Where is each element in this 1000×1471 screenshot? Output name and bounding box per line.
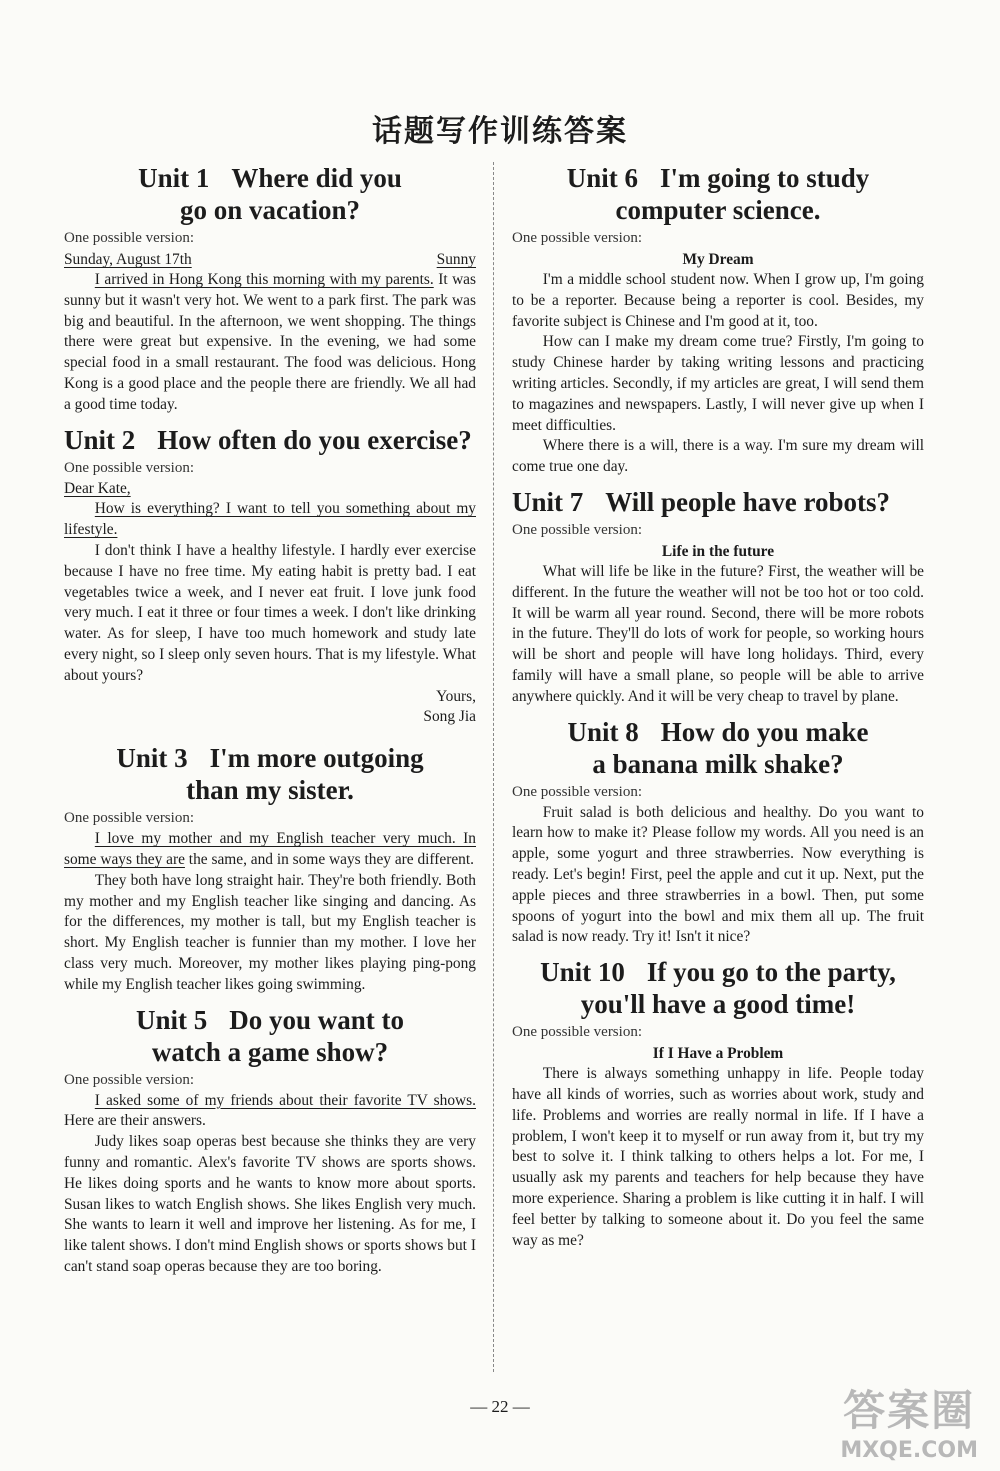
paragraph-rest: the same, and in some ways they are different.	[184, 850, 475, 868]
paragraph: I don't think I have a healthy lifestyle. I hardly ever exercise because I have no free time. My eating habit is pretty bad. I eat vegetables twice a week, and I never eat fruit. I love junk food very much. I eat it three or four times a week. I don't like drinking water. As for sleep, I have too much homework and study late every night, so I sleep only seven hours. That is my lifestyle. What about yours?	[64, 541, 476, 684]
page-title: 话题写作训练答案	[372, 114, 628, 149]
unit-10-heading	[512, 956, 924, 1020]
essay-title: If I Have a Problem	[652, 1045, 784, 1063]
unit-number: Unit 2	[64, 424, 136, 455]
unit-title-line1: I'm going to study	[659, 163, 870, 193]
essay-body	[64, 270, 476, 416]
essay-body	[512, 1064, 924, 1251]
version-label: One possible version:	[512, 1024, 642, 1041]
version-label: One possible version:	[64, 230, 194, 246]
unit-3-heading	[64, 742, 476, 806]
unit-number: Unit 8	[567, 716, 639, 747]
column-divider	[493, 162, 494, 1372]
paragraph: Fruit salad is both delicious and healthy. Do you want to learn how to make it? Please follow my words. All you need is an apple, some yogurt and three strawberries. Now everything is ready. Let's begin! First, peel the apple and cut it up. Next, put the apple pieces and three strawberries in a bowl. Then, put some spoons of yogurt into the bowl and mix them all up. The fruit salad is now ready. Try it! Isn't it nice?	[512, 803, 924, 946]
unit-title-line1: I'm more outgoing	[209, 743, 424, 774]
unit-number: Unit 3	[116, 743, 188, 774]
unit-number: Unit 10	[540, 957, 625, 988]
right-column	[512, 162, 924, 1251]
essay-body	[64, 1091, 476, 1278]
unit-1-heading	[64, 162, 476, 226]
paragraph: There is always something unhappy in life. People today have all kinds of worries, such as worries about work, study and life. Problems and worries are really normal in life. If I have a problem, I won't keep it to myself or run away from it, but try my best to solve it. I think talking to others helps a lot. For me, I usually ask my parents and teachers for help because they have more experience. Sharing a problem is like cutting it in half. I will feel better by talking to someone about it. Do you feel the same way as me?	[512, 1065, 924, 1249]
unit-3-section	[64, 742, 476, 995]
unit-10-section	[512, 956, 924, 1251]
unit-5-section	[64, 1004, 476, 1278]
paragraph: How can I make my dream come true? Firstly, I'm going to study Chinese harder by taking writing lessons and practicing writing articles. Secondly, if my articles are great, I will send them to magazines and newspapers. Lastly, I will never give up when I meet difficulties.	[512, 333, 924, 434]
unit-8-section	[512, 716, 924, 949]
version-label: One possible version:	[64, 1071, 194, 1088]
unit-title-line2: watch a game show?	[151, 1036, 389, 1067]
essay-body	[64, 479, 476, 687]
version-label: One possible version:	[512, 230, 642, 246]
unit-title: Will people have robots?	[605, 486, 891, 517]
diary-date: Sunday, August 17th	[64, 251, 192, 268]
paragraph: I'm a middle school student now. When I grow up, I'm going to be a reporter. Because being a reporter is cool. Besides, my favorite subject is Chinese and I'm good at it, too.	[512, 271, 924, 330]
paragraph: Judy likes soap operas best because she thinks they are very funny and romantic. Alex's favorite TV shows are sports shows. He likes doing sports and he wants to know more about sports. Susan likes to watch English shows. She likes English very much. She wants to learn it well and improve her listening. As for me, I like talent shows. I don't mind English shows or sports shows but I can't stand soap operas because they are too boring.	[64, 1133, 476, 1275]
version-label: One possible version:	[64, 810, 194, 827]
unit-6-heading	[512, 162, 924, 226]
unit-title-line2: a banana milk shake?	[592, 748, 844, 779]
unit-title-line1: How do you make	[660, 716, 869, 747]
paragraph: Where there is a will, there is a way. I'm sure my dream will come true one day.	[512, 437, 924, 476]
unit-title-line2: you'll have a good time!	[580, 989, 856, 1020]
unit-number: Unit 5	[135, 1004, 208, 1035]
unit-7-heading	[512, 486, 924, 518]
paragraph-rest: Here are their answers.	[64, 1112, 206, 1130]
watermark-url: MXQE.COM	[840, 1438, 978, 1463]
essay-body	[64, 829, 476, 995]
unit-8-heading	[512, 716, 924, 780]
unit-title-line2: go on vacation?	[179, 195, 360, 225]
unit-2-section	[64, 424, 476, 729]
version-label: One possible version:	[64, 459, 194, 476]
paragraph: It was sunny but it wasn't very hot. We went to a park first. The park was big and beautiful. In the afternoon, we went shopping. The things there were great but expensive. In the evening, we had some special food in a small restaurant. The food was delicious. Hong Kong is a good place and the people there are friendly. We all had a good time today.	[64, 271, 476, 413]
watermark-text: 答案圈	[843, 1386, 976, 1435]
unit-number: Unit 6	[566, 163, 638, 193]
underlined-sentence: I asked some of my friends about their favorite TV shows.	[94, 1091, 476, 1109]
unit-title: How often do you exercise?	[157, 424, 472, 455]
diary-weather: Sunny	[436, 251, 476, 268]
essay-title: My Dream	[682, 251, 754, 268]
letter-closing: Yours,	[436, 687, 476, 705]
essay-title: Life in the future	[661, 542, 775, 560]
unit-5-heading	[64, 1004, 476, 1068]
unit-7-section	[512, 486, 924, 708]
paragraph: They both have long straight hair. They're both friendly. Both my mother and my English teacher like singing and dancing. As for the differences, my mother is tall, but my English teacher is short. My English teacher is funnier than my mother. I love her class very much. Moreover, my mother likes playing ping-pong while my English teacher likes going swimming.	[64, 871, 476, 993]
letter-signature: Song Jia	[423, 708, 476, 726]
paragraph: What will life be like in the future? First, the weather will be different. In the future the weather will not be too hot or too cold. It will be warm all year round. Second, there will be more robots in the future. They'll do lots of work for people, so working hours will be short and people will have long holidays. Third, every family will have a small plane, so people will be able to arrive anywhere quickly. And it will be very cheap to travel by plane.	[512, 562, 924, 705]
underlined-sentence: I love my mother and my English teacher very much. In some ways they are	[64, 830, 476, 868]
unit-title-line1: Where did you	[231, 163, 402, 193]
watermark-logo	[840, 1378, 978, 1463]
unit-2-heading	[64, 424, 476, 456]
diary-header	[64, 249, 476, 270]
page-number: — 22 —	[470, 1397, 530, 1416]
unit-number: Unit 7	[512, 486, 584, 517]
essay-body	[512, 270, 924, 478]
unit-number: Unit 1	[138, 163, 210, 193]
version-label: One possible version:	[512, 521, 642, 538]
version-label: One possible version:	[512, 783, 642, 800]
essay-body	[512, 562, 924, 708]
unit-title-line2: computer science.	[615, 195, 821, 225]
unit-1-section	[64, 162, 476, 416]
left-column	[64, 162, 476, 1278]
underlined-sentence: I arrived in Hong Kong this morning with my parents.	[94, 271, 434, 288]
unit-6-section	[512, 162, 924, 478]
letter-greeting: Dear Kate,	[64, 479, 131, 497]
unit-title-line1: Do you want to	[229, 1004, 405, 1035]
unit-title-line1: If you go to the party,	[646, 957, 896, 988]
unit-title-line2: than my sister.	[186, 775, 354, 806]
essay-body	[512, 803, 924, 949]
underlined-sentence: How is everything? I want to tell you something about my lifestyle.	[64, 500, 476, 539]
